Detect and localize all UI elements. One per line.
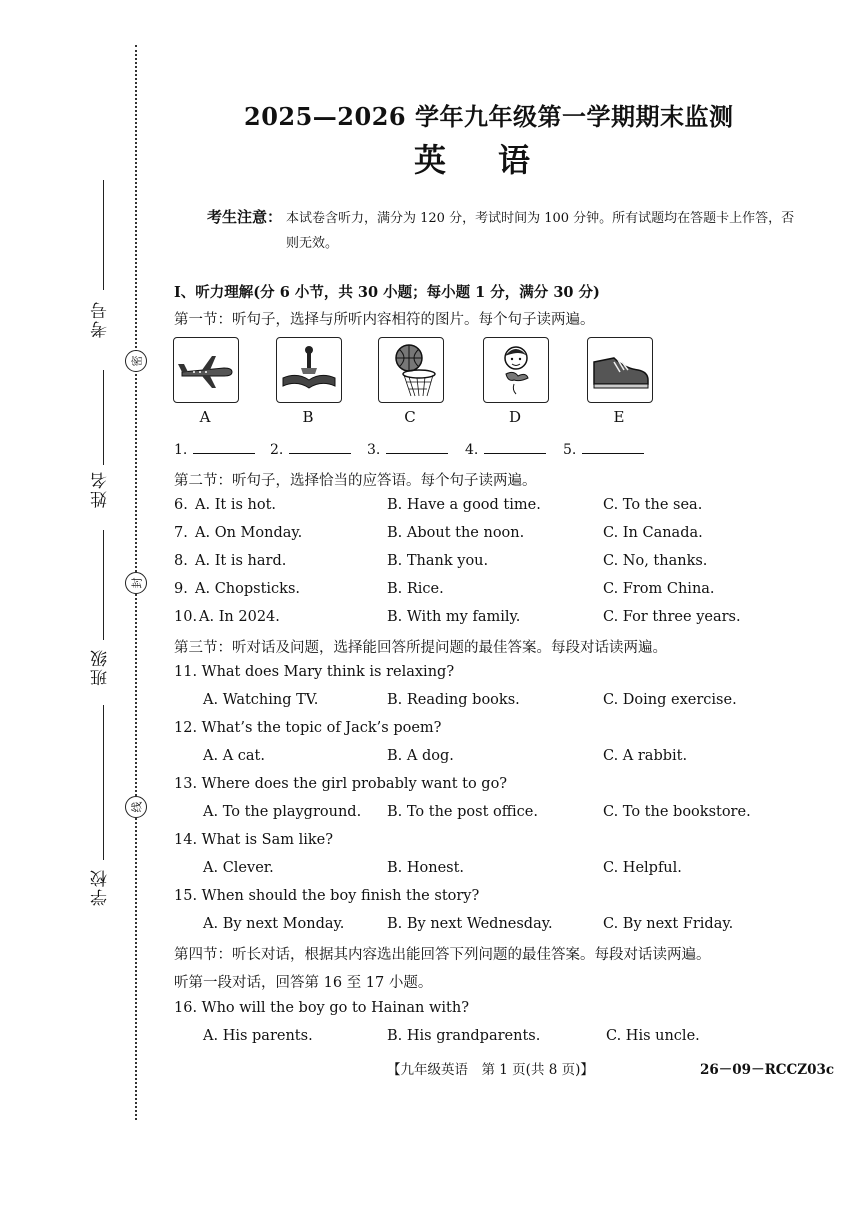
question-number: 10.: [174, 609, 198, 625]
picture-c: [378, 337, 444, 403]
answer-blank-2[interactable]: 2.: [270, 441, 351, 458]
class-label: 班级: [91, 648, 111, 686]
picture-letter-b: B: [302, 408, 314, 426]
option-c[interactable]: C. No, thanks.: [603, 553, 708, 569]
question-text: 15. When should the boy finish the story?: [174, 888, 480, 904]
page-footer: 【九年级英语 第 1 页(共 8 页)】: [387, 1062, 594, 1078]
answer-blank-3[interactable]: 3.: [367, 441, 448, 458]
option-b[interactable]: B. Thank you.: [387, 553, 489, 569]
question-text: 16. Who will the boy go to Hainan with?: [174, 1000, 469, 1016]
name-blank[interactable]: [103, 370, 104, 465]
notice-text: 本试卷含听力，满分为 120 分，考试时间为 100 分钟。所有试题均在答题卡上作答，否则无效。: [286, 211, 795, 251]
option-b[interactable]: B. Rice.: [387, 581, 444, 597]
question-number: 7.: [174, 525, 188, 541]
option-c[interactable]: C. To the sea.: [603, 497, 703, 513]
exam-number-blank[interactable]: [103, 180, 104, 290]
option-b[interactable]: B. Honest.: [387, 860, 465, 876]
option-a[interactable]: A. To the playground.: [203, 804, 362, 820]
child-icon: [484, 338, 548, 402]
option-a[interactable]: A. Watching TV.: [203, 692, 319, 708]
option-b[interactable]: B. A dog.: [387, 748, 454, 764]
exam-title: 2025—2026 学年九年级第一学期期末监测: [244, 102, 734, 131]
option-a[interactable]: A. On Monday.: [195, 525, 303, 541]
option-a[interactable]: A. In 2024.: [199, 609, 280, 625]
option-c[interactable]: C. In Canada.: [603, 525, 703, 541]
option-a[interactable]: A. It is hard.: [195, 553, 287, 569]
seal-mark-feng: 封: [125, 572, 147, 594]
picture-letter-c: C: [404, 408, 416, 426]
question-text: 11. What does Mary think is relaxing?: [174, 664, 455, 680]
picture-e: [587, 337, 653, 403]
option-b[interactable]: B. Reading books.: [387, 692, 520, 708]
part4-subinstruction: 听第一段对话，回答第 16 至 17 小题。: [174, 975, 433, 991]
part2-instruction: 第二节：听句子，选择恰当的应答语。每个句子读两遍。: [174, 473, 537, 489]
exam-number-label: 考号: [91, 300, 111, 338]
picture-letter-d: D: [508, 408, 522, 426]
answer-blank-1[interactable]: 1.: [174, 441, 255, 458]
answer-blank-5[interactable]: 5.: [563, 441, 644, 458]
option-a[interactable]: A. Chopsticks.: [195, 581, 300, 597]
option-c[interactable]: C. For three years.: [603, 609, 741, 625]
option-c[interactable]: C. By next Friday.: [603, 916, 734, 932]
airplane-icon: [174, 338, 238, 402]
option-c[interactable]: C. A rabbit.: [603, 748, 688, 764]
subject-title: 英语: [414, 141, 583, 179]
part1-instruction: 第一节：听句子，选择与所听内容相符的图片。每个句子读两遍。: [174, 312, 595, 328]
notice-label: 考生注意：: [207, 208, 283, 226]
option-c[interactable]: C. From China.: [603, 581, 715, 597]
basketball-hoop-icon: [379, 338, 443, 402]
name-label: 姓名: [91, 470, 111, 508]
option-b[interactable]: B. Have a good time.: [387, 497, 541, 513]
question-number: 6.: [174, 497, 188, 513]
picture-b: [276, 337, 342, 403]
picture-d: [483, 337, 549, 403]
seal-mark-mi: 密: [125, 350, 147, 372]
option-c[interactable]: C. Helpful.: [603, 860, 682, 876]
option-b[interactable]: B. His grandparents.: [387, 1028, 541, 1044]
picture-letter-e: E: [613, 408, 625, 426]
option-c[interactable]: C. His uncle.: [606, 1028, 700, 1044]
option-c[interactable]: C. To the bookstore.: [603, 804, 751, 820]
option-a[interactable]: A. A cat.: [203, 748, 265, 764]
option-a[interactable]: A. Clever.: [203, 860, 274, 876]
option-b[interactable]: B. With my family.: [387, 609, 521, 625]
picture-letter-a: A: [199, 408, 211, 426]
option-a[interactable]: A. By next Monday.: [203, 916, 345, 932]
question-number: 8.: [174, 553, 188, 569]
option-b[interactable]: B. To the post office.: [387, 804, 538, 820]
seal-mark-xian: 线: [125, 796, 147, 818]
question-text: 12. What’s the topic of Jack’s poem?: [174, 720, 442, 736]
question-text: 13. Where does the girl probably want to go?: [174, 776, 508, 792]
answer-blank-4[interactable]: 4.: [465, 441, 546, 458]
question-number: 9.: [174, 581, 188, 597]
part3-instruction: 第三节：听对话及问题，选择能回答所提问题的最佳答案。每段对话读两遍。: [174, 640, 667, 656]
option-b[interactable]: B. About the noon.: [387, 525, 525, 541]
sneaker-icon: [588, 338, 652, 402]
option-c[interactable]: C. Doing exercise.: [603, 692, 737, 708]
picture-a: [173, 337, 239, 403]
option-a[interactable]: A. It is hot.: [195, 497, 277, 513]
option-a[interactable]: A. His parents.: [203, 1028, 313, 1044]
option-b[interactable]: B. By next Wednesday.: [387, 916, 553, 932]
part4-instruction: 第四节：听长对话，根据其内容选出能回答下列问题的最佳答案。每段对话读两遍。: [174, 947, 711, 963]
school-blank[interactable]: [103, 705, 104, 860]
open-book-icon: [277, 338, 341, 402]
question-text: 14. What is Sam like?: [174, 832, 334, 848]
class-blank[interactable]: [103, 530, 104, 640]
school-label: 学校: [91, 868, 111, 906]
exam-code: 26－09－RCCZ03c: [700, 1062, 835, 1078]
section-heading: Ⅰ、听力理解(分 6 小节，共 30 小题；每小题 1 分，满分 30 分): [174, 284, 600, 301]
